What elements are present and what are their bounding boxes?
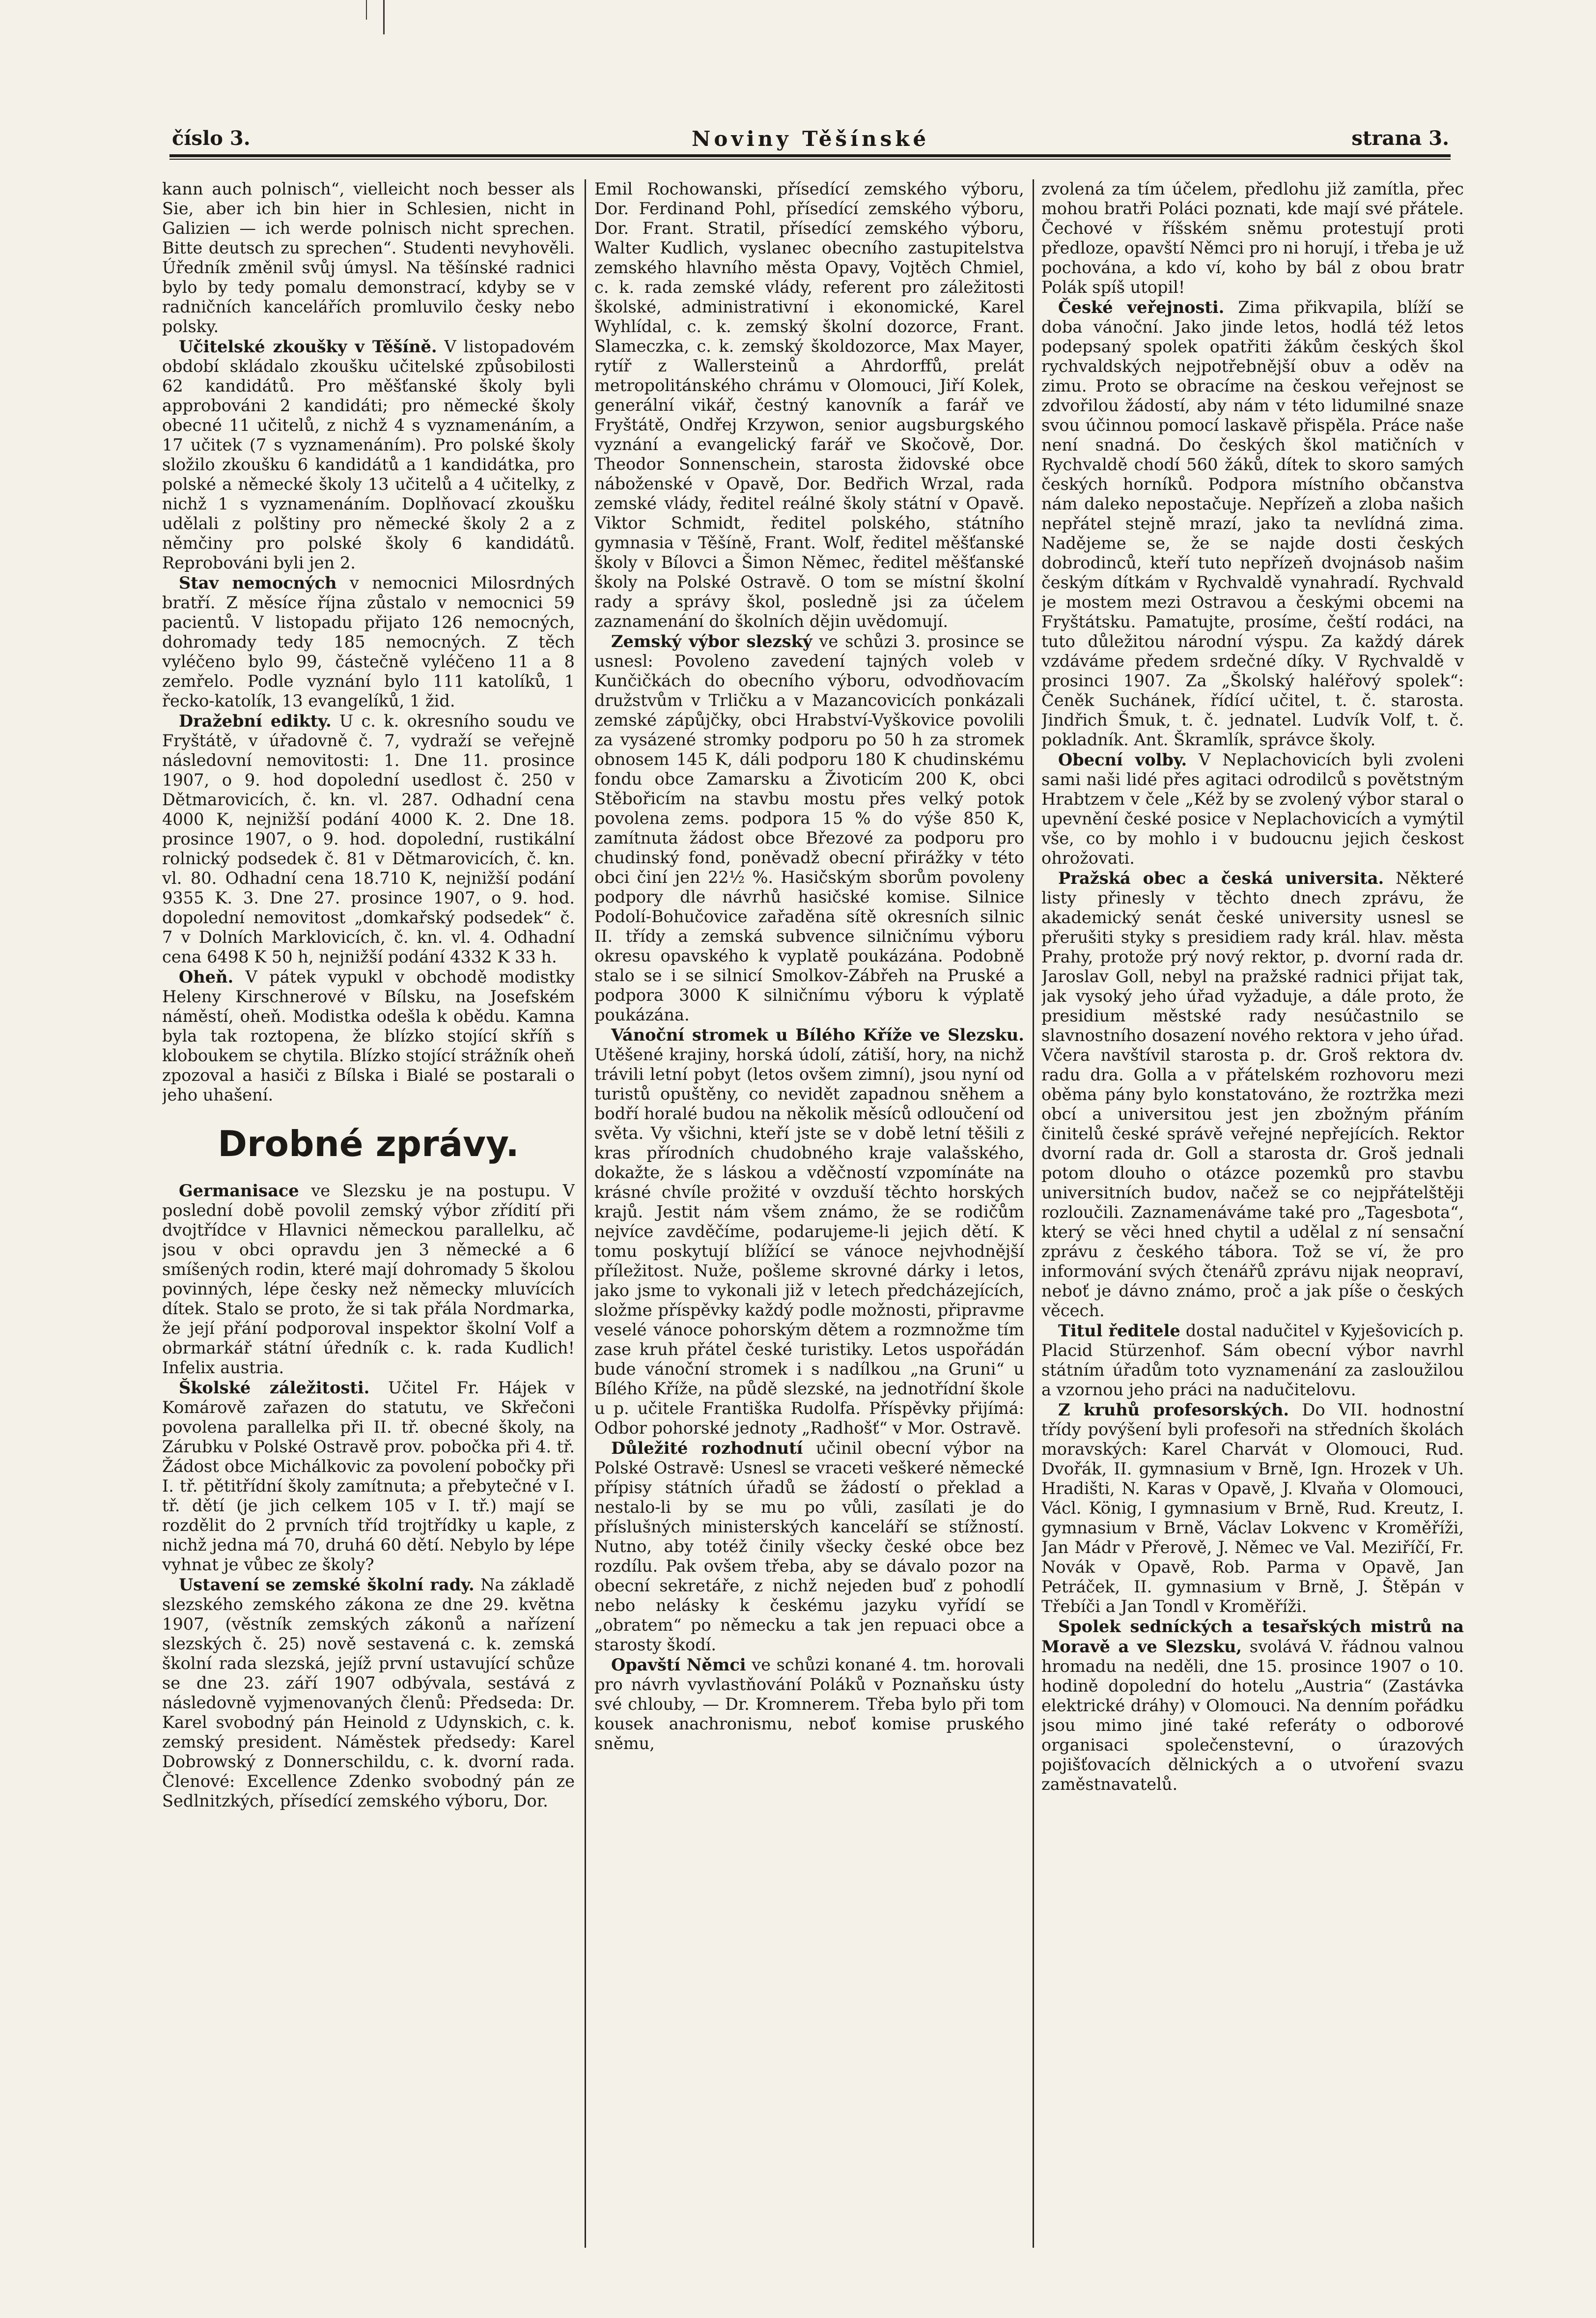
header-rule: [169, 154, 1451, 157]
article-text: v nemocnici Milosrdných bratří. Z měsíce října zůstalo v nemocnici 59 pacientů. V listopadu přijato 126 nemocných, dohromady tedy 185 nemocných. Z těch vyléčeno bylo 99, částečně vyléčeno 11 a 8 zemřelo. Podle vyznání bylo 111 katolíků, 1 řecko-katolík, 13 evangelíků, 1 žid.: [162, 573, 575, 710]
article-text: kann auch polnisch“, vielleicht noch besser als Sie, aber ich bin hier in Schlesien, nicht in Galizien — ich werde polnisch nicht sprechen. Bitte deutsch zu sprechen“. Studenti nevyhověli. Úředník změnil svůj úmysl. Na těšínské radnici bylo by tedy pomalu demonstrací, kdyby se v radničních kancelářích promluvilo česky nebo polsky.: [162, 179, 575, 336]
article-lead: Z kruhů profesorských.: [1058, 1400, 1289, 1419]
article-lead: Školské záležitosti.: [179, 1378, 370, 1397]
article-lead: České veřejnosti.: [1058, 297, 1225, 317]
article-text: V pátek vypukl v obchodě modistky Heleny Kirschnerové v Bílsku, na Josefském náměstí, oheň. Modistka odešla k obědu. Kamna byla tak roztopena, že blízko stojící skříň s kloboukem se chytila. Blízko stojící strážník oheň zpozoval a hasiči z Bílska i Bialé se postarali o jeho uhašení.: [162, 967, 575, 1104]
issue-number: číslo 3.: [172, 127, 251, 150]
article-text: Na základě slezského zemského zákona ze dne 29. května 1907, (věstník zemských zákonů a nařízení slezských č. 25) nově sestavená c. k. zemská školní rada slezská, jejíž první ustavující schůze se dne 23. září 1907 odbývala, sestává z následovně vyjmenovaných členů: Předseda: Dr. Karel svobodný pán Heinold z Udynskich, c. k. zemský president. Náměstek předsedy: Karel Dobrowský z Donnerschildu, c. k. dvorní rada. Členové: Excellence Zdenko svobodný pán ze Sedlnitzkých, přísedící zemského výboru, Dor.: [162, 1575, 575, 1810]
article-paragraph: [162, 967, 575, 1105]
scan-artifact: [383, 0, 385, 34]
article-paragraph: [162, 1575, 575, 1811]
article-paragraph: [1041, 179, 1464, 297]
article-lead: Ustavení se zemské školní rady.: [179, 1575, 475, 1594]
article-lead: Titul ředitele: [1058, 1321, 1180, 1340]
article-lead: Spolek sedníckých a tesařských mistrů na Moravě a ve Slezsku,: [1041, 1616, 1464, 1656]
header-rule-thin: [169, 159, 1451, 160]
page-number: strana 3.: [1351, 127, 1449, 150]
article-lead: Pražská obec a česká universita.: [1058, 868, 1384, 888]
article-paragraph: [1041, 297, 1464, 750]
article-paragraph: [162, 1181, 575, 1378]
article-paragraph: [594, 631, 1024, 1025]
article-paragraph: [162, 711, 575, 967]
article-text: učinil obecní výbor na Polské Ostravě: Usnesl se vraceti veškeré německé přípisy státních úřadů se žádostí o překlad a nestalo-li by se mu po vůli, zasílati je do příslušných ministerských kanceláří se stížností. Nutno, aby totéž činily všecky české obce bez rozdílu. Pak ovšem třeba, aby se dávalo pozor na obecní sekretáře, z nichž nejeden buď z pohodlí nebo nelásky k českému jazyku vyřídí se „obratem“ po německu a tak jen repuaci obce a starosty škodí.: [594, 1439, 1024, 1654]
article-lead: Germanisace: [179, 1181, 299, 1200]
article-lead: Oheň.: [179, 967, 234, 987]
column-3: [1041, 179, 1464, 2248]
article-text: Utěšené krajiny, horská údolí, zátiší, hory, na nichž trávili letní pobyt (letos ovšem zimní), jsou nyní od turistů opuštěny, co nevidět zapadnou sněhem a bodří horalé budou na několik měsíců odloučení od světa. Vy všichni, kteří jste se v době letní těšili z kras přírodních chudobného kraje valašského, dokažte, že s láskou a vděčností vzpomínáte na krásné chvíle prožité v ovzduší těchto horských krajů. Jestit nám všem známo, že se rodičům nejvíce zavděčíme, podarujeme-li jejich dětí. K tomu poskytují blížící se vánoce nejvhodnější příležitost. Nuže, pošleme skrovné dárky i letos, jako jsme to vykonali již v letech předcházejících, složme příspěvky každý podle možnosti, připravme veselé vánoce pohorským dětem a rozmnožme tím zase kruh přátel české turistiky. Letos uspořádán bude vánoční stromek i s nadílkou „na Gruni“ u Bílého Kříže, na půdě slezské, na jednotřídní škole u p. učitele Františka Rudolfa. Příspěvky přijímá: Odbor pohorské jednoty „Radhošť“ v Mor. Ostravě.: [594, 1045, 1024, 1438]
article-text: V listopadovém období skládalo zkoušku učitelské způsobilosti 62 kandidátů. Pro měšťanské školy byli approbováni 2 kandidáti; pro německé školy obecné 11 učitelů, z nichž 4 s vyznamenáním, a 17 učitek (7 s vyznamenáním). Pro polské školy složilo zkoušku 6 kandidátů a 1 kandidátka, pro polské a německé školy 13 učitelů a 4 učitelky, z nichž 1 s vyznamenáním. Doplňovací zkoušku udělali z polštiny pro německé školy 2 a z němčiny pro polské školy 6 kandidátů. Reprobováni byli jen 2.: [162, 337, 575, 572]
article-text: ve Slezsku je na postupu. V poslední době povolil zemský výbor zřídití při dvojtřídce v Hlavnici německou parallelku, ač jsou v obci opravdu jen 3 německé a 6 smíšených rodin, které mají dohromady 5 školou povinných, lépe česky než německy mluvících dítek. Stalo se proto, že si tak přála Nordmarka, že její přání podporoval inspektor školní Volf a obrmarkář státní úředník c. k. rada Kudlich! Infelix austria.: [162, 1181, 575, 1377]
article-paragraph: [162, 1378, 575, 1575]
column-2: [594, 179, 1024, 2248]
article-lead: Obecní volby.: [1058, 750, 1187, 769]
article-lead: Učitelské zkoušky v Těšíně.: [179, 337, 437, 356]
page-header: [172, 127, 1449, 156]
article-text: Zima přikvapila, blíží se doba vánoční. Jako jinde letos, hodlá též letos podepsaný spolek opatřiti žákům českých škol rychvaldských nejpotřebnější obuv a oděv na zimu. Proto se obracíme na českou veřejnost se zdvořilou žádostí, aby nám v této lidumilné snaze svou účinnou pomocí laskavě přispěla. Práce naše není snadná. Do českých škol matičních v Rychvaldě chodí 560 žáků, dítek to skoro samých českých horníků. Podpora místního občanstva nám daleko nepostačuje. Nepřízeň a zloba našich nepřátel stejně mrazí, jako ta nevlídná zima. Nadějeme se, že se najde dosti českých dobrodinců, kteří tuto nepřízeň dvojnásob našim českým dítkám v Rychvaldě vynahradí. Rychvald je mostem mezi Ostravou a českými obcemi na Fryštátsku. Pamatujte, prosíme, čeští rodáci, na tuto důležitou národní výspu. Za každý dárek vzdáváme předem srdečné díky. V Rychvaldě v prosinci 1907. Za „Školský haléřový spolek“: Čeněk Suchánek, řídící učitel, t. č. starosta. Jindřich Šmuk, t. č. jednatel. Ludvík Volf, t. č. pokladník. Ant. Škramlík, správce školy.: [1041, 298, 1464, 749]
article-text: zvolená za tím účelem, předlohu již zamítla, přec mohou bratři Poláci poznati, kde mají své přátele. Čechové v říšském sněmu protestují proti předloze, opavští Němci pro ni horují, i třeba je už pochována, a kdo ví, koho by bál z obou bratr Polák spíš utopil!: [1041, 179, 1464, 297]
article-lead: Stav nemocných: [179, 573, 337, 593]
article-lead: Opavští Němci: [611, 1655, 746, 1674]
article-lead: Zemský výbor slezský: [611, 631, 812, 651]
article-text: dostal nadučitel v Kyješovicích p. Placid Stürzenhof. Sám obecní výbor navrhl státním úřadům toto vyznamenání za zasloužilou a vzornou jeho práci na nadučitelovu.: [1041, 1321, 1464, 1399]
scan-artifact: [366, 0, 367, 20]
column-separator: [585, 179, 586, 2248]
column-separator: [1033, 179, 1034, 2248]
article-paragraph: [1041, 1616, 1464, 1794]
newspaper-title: Noviny Těšínské: [691, 127, 930, 151]
article-text: U c. k. okresního soudu ve Fryštátě, v úřadovně č. 7, vydraží se veřejně následovní nemovitosti: 1. Dne 11. prosince 1907, o 9. hod dopolední usedlost č. 250 v Dětmarovicích, č. kn. vl. 287. Odhadní cena 4000 K, nejnižší podání 4000 K. 2. Dne 18. prosince 1907, o 9. hod. dopolední, rustikální rolnický podsedek č. 81 v Dětmarovicích, č. kn. vl. 80. Odhadní cena 18.710 K, nejnižší podání 9355 K. 3. Dne 27. prosince 1907, o 9. hod. dopolední nemovitost „domkařský podsedek“ č. 7 v Dolních Marklovicích, č. kn. vl. 4. Odhadní cena 6498 K 50 h, nejnižší podání 4332 K 33 h.: [162, 711, 575, 966]
article-lead: Dražební edikty.: [179, 711, 332, 731]
article-lead: Důležité rozhodnutí: [611, 1438, 803, 1458]
article-text: svolává V. řádnou valnou hromadu na neděli, dne 15. prosince 1907 o 10. hodině dopolední do hotelu „Austria“ (Zastávka elektrické dráhy) v Olomouci. Na denním pořádku jsou mimo jiné také referáty o odborové organisaci společenstevní, o úrazových pojišťovacích dělnických a o utvoření svazu zaměstnavatelů.: [1041, 1637, 1464, 1794]
article-text: Některé listy přinesly v těchto dnech zprávu, že akademický senát české university usnesl se přerušiti styky s presidiem rady král. hlav. města Prahy, protože prý nový rektor, p. dvorní rada dr. Jaroslav Goll, nebyl na pražské radnici přijat tak, jak vysoký jeho úřad vyžaduje, a dále proto, že presidium městské rady nesúčastnilo se slavnostního dosazení nového rektora v jeho úřad. Včera navštívil starosta p. dr. Groš rektora dv. radu dra. Golla a v přátelském rozhovoru mezi oběma pány bylo konstatováno, že roztržka mezi obcí a universitou jest jen zbožným přáním činitelů české správě veřejné nepřejících. Rektor dvorní rada dr. Goll a starosta dr. Groš jednali potom dlouho o otázce pozemků pro stavbu universitních budov, načež se co nejpřátelštěji rozloučili. Zaznamenáváme také pro „Tagesbota“, který se věci hned chytil a udělal z ní sensační zprávu z českého tábora. Tož se ví, že pro informování svých čtenářů zprávu nijak neopraví, neboť je dávno známo, proč a jak píše o českých věcech.: [1041, 869, 1464, 1320]
article-text: ve schůzi 3. prosince se usnesl: Povoleno zavedení tajných voleb v Kunčičkách do obecního výboru, odvodňovacím družstvům v Trličku a v Mazancovicích ponkázali zemské zápůjčky, obci Hrabství-Vyškovice povolili za vysázené stromky podporu po 50 h za stromek obnosem 145 K, dáli podporu 180 K chudinskému fondu obce Zamarsku a Životicím 200 K, obci Stěbořicím na stavbu mostu přes velký potok povolena zems. podpora 15 % do výše 850 K, zamítnuta žádost obce Březové za podporu pro chudinský fond, poněvadž obecní přirážky v této obci činí jen 22½ %. Hasičským sborům povoleny podpory dle návrhů hasičské komise. Silnice Podolí-Bohučovice zařaděna sítě okresních silnic II. třídy a zemská subvence silničnímu výboru okresu opavského k vyplatě poukázána. Podobně stalo se i se silnicí Smolkov-Zábřeh na Pruské a podpora 3000 K silničnímu výboru k výplatě poukázána.: [594, 632, 1024, 1024]
article-text: ve schůzi konané 4. tm. horovali pro návrh vyvlastňování Poláků v Poznaňsku ústy své chlouby, — Dr. Kromnerem. Třeba bylo při tom kousek anachronismu, neboť komise pruského sněmu,: [594, 1655, 1024, 1753]
article-paragraph: [1041, 868, 1464, 1321]
article-lead: Vánoční stromek u Bílého Kříže ve Slezsku.: [611, 1025, 1024, 1045]
article-paragraph: [594, 1655, 1024, 1753]
article-paragraph: [162, 179, 575, 337]
article-text: Do VII. hodnostní třídy povýšení byli profesoři na středních školách moravských: Karel Charvát v Olomouci, Rud. Dvořák, II. gymnasium v Brně, Ign. Hrozek v Uh. Hradišti, N. Karas v Opavě, J. Klvaňa v Olomouci, Václ. König, I gymnasium v Brně, Rud. Kreutz, I. gymnasium v Brně, Václav Lokvenc v Kroměříži, Jan Mádr v Přerově, J. Němec ve Val. Meziříčí, Fr. Novák v Opavě, Rob. Parma v Opavě, Jan Petráček, II. gymnasium v Brně, J. Štěpán v Třebíči a Jan Tondl v Kroměříži.: [1041, 1400, 1464, 1616]
column-1: [162, 179, 575, 2248]
article-paragraph: [594, 179, 1024, 631]
article-paragraph: [1041, 750, 1464, 868]
article-paragraph: [162, 573, 575, 711]
article-paragraph: [162, 337, 575, 573]
article-paragraph: [1041, 1400, 1464, 1616]
article-text: Emil Rochowanski, přísedící zemského výboru, Dor. Ferdinand Pohl, přísedící zemského výboru, Dor. Frant. Stratil, přísedící zemského výboru, Walter Kudlich, vyslanec obecního zastupitelstva zemského hlavního města Opavy, Vojtěch Chmiel, c. k. rada zemské vlády, referent pro záležitosti školské, administrativní i ekonomické, Karel Wyhlídal, c. k. zemský školní dozorce, Frant. Slameczka, c. k. zemský školdozorce, Max Mayer, rytíř z Wallersteinů a Ahrdorffů, prelát metropolitánského chrámu v Olomouci, Jiří Kolek, generální vikář, čestný kanovník a farář ve Fryštátě, Ondřej Krzywon, senior augsburgského vyznání a evangelický farář ve Skočově, Dor. Theodor Sonnenschein, starosta židovské obce náboženské v Opavě, Dor. Bedřich Wrzal, rada zemské vlády, ředitel reálné školy státní v Opavě. Viktor Schmidt, ředitel polského, státního gymnasia v Těšíně, Frant. Wolf, ředitel měšťanské školy v Bílovci a Šimon Němec, ředitel měšťanské školy na Polské Ostravě. O tom se místní školní rady a správy škol, posledně jsi za účelem zaznamenání do školních dějin uvědomují.: [594, 179, 1024, 631]
article-text: Učitel Fr. Hájek v Komárově zařazen do statutu, ve Skřečoni povolena parallelka při II. tř. obecné školy, na Zárubku v Polské Ostravě prov. pobočka při 4. tř. Žádost obce Michálkovic za povolení pobočky při I. tř. pětitřídní školy zamítnuta; a přebytečné v I. tř. dětí (je jich celkem 105 v I. tř.) mají se rozdělit do 2 prvních tříd trojtřídky u kaple, z nichž jedna má 70, druhá 60 dětí. Nebylo by lépe vyhnat je vůbec ze školy?: [162, 1378, 575, 1574]
section-heading: Drobné zprávy.: [218, 1123, 519, 1164]
article-paragraph: [594, 1025, 1024, 1438]
article-text: V Neplachovicích byli zvoleni sami naši lidé přes agitaci odrodilců s povětstným Hrabtzem v čele „Kéž by se zvolený výbor staral o upevnění české posice v Neplachovicích a vymýtil vše, co by mohlo i v budoucnu jejich českost ohrožovati.: [1041, 750, 1464, 868]
article-paragraph: [594, 1438, 1024, 1655]
article-paragraph: [1041, 1321, 1464, 1400]
